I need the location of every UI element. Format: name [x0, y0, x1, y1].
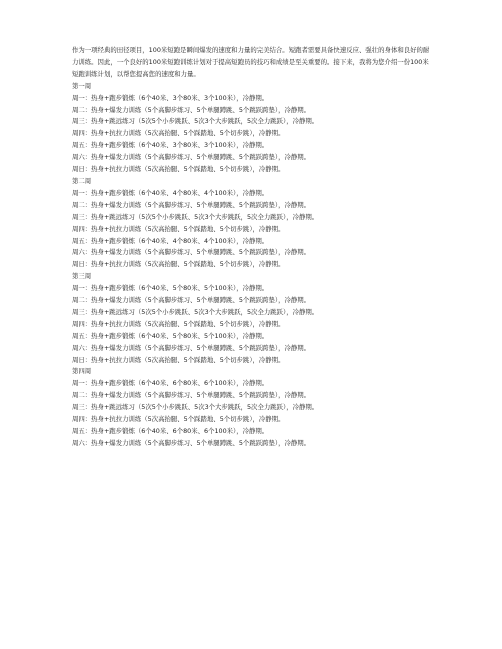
day-line: 周六：热身+爆发力训练（5个高脚步练习、5个单腿蹲跳、5个跳跃跨垫），冷静期。	[72, 343, 311, 352]
day-line: 周五：热身+跑步锻炼（6个40米、4个80米、4个100米），冷静期。	[72, 236, 269, 245]
day-line: 周四：热身+抗拉力训练（5次高抬腿、5个踩踏地、5个切步跳），冷静期。	[72, 129, 285, 138]
day-line: 周二：热身+爆发力训练（5个高脚步练习、5个单腿蹲跳、5个跳跃跨垫），冷静期。	[72, 296, 311, 305]
week-section-1	[72, 81, 432, 176]
week-title: 第三周	[72, 272, 92, 281]
day-line: 周六：热身+爆发力训练（5个高脚步练习、5个单腿蹲跳、5个跳跃跨垫），冷静期。	[72, 438, 311, 447]
day-line: 周六：热身+爆发力训练（5个高脚步练习、5个单腿蹲跳、5个跳跃跨垫），冷静期。	[72, 153, 311, 162]
day-line: 周日：热身+抗拉力训练（5次高抬腿、5个踩踏地、5个切步跳），冷静期。	[72, 355, 285, 364]
day-line: 周四：热身+抗拉力训练（5次高抬腿、5个踩踏地、5个切步跳），冷静期。	[72, 319, 285, 328]
day-line: 周三：热身+跳远练习（5次5个小步跳跃、5次3个大步跳跃，5次全力跳跃），冷静期。	[72, 307, 319, 316]
day-line: 周四：热身+抗拉力训练（5次高抬腿、5个踩踏地、5个切步跳），冷静期。	[72, 415, 285, 424]
day-line: 周一：热身+跑步锻炼（6个40米、6个80米、6个100米），冷静期。	[72, 379, 269, 388]
day-line: 周五：热身+跑步锻炼（6个40米、5个80米、5个100米），冷静期。	[72, 331, 269, 340]
day-line: 周三：热身+跳远练习（5次5个小步跳跃、5次3个大步跳跃，5次全力跳跃），冷静期。	[72, 212, 319, 221]
day-line: 周一：热身+跑步锻炼（6个40米、5个80米、5个100米），冷静期。	[72, 284, 269, 293]
day-line: 周二：热身+爆发力训练（5个高脚步练习、5个单腿蹲跳、5个跳跃跨垫），冷静期。	[72, 391, 311, 400]
day-line: 周日：热身+抗拉力训练（5次高抬腿、5个踩踏地、5个切步跳），冷静期。	[72, 165, 285, 174]
day-line: 周三：热身+跳远练习（5次5个小步跳跃、5次3个大步跳跃，5次全力跳跃），冷静期。	[72, 117, 319, 126]
week-title: 第一周	[72, 81, 92, 90]
day-line: 周一：热身+跑步锻炼（6个40米、4个80米、4个100米），冷静期。	[72, 188, 269, 197]
week-title: 第四周	[72, 367, 92, 376]
day-line: 周三：热身+跳远练习（5次5个小步跳跃、5次3个大步跳跃，5次全力跳跃），冷静期。	[72, 403, 319, 412]
week-title: 第二周	[72, 176, 92, 185]
intro-paragraph: 作为一项经典的田径项目，100米短跑是瞬间爆发的速度和力量的完美结合。短跑者需要具备快速反应、强壮的身体和良好的耐力训练。因此，一个良好的100米短跑训练计划对于提高短跑员的技巧和成绩是至关重要的。接下来，我将为您介绍一份100米短跑训练计划，以帮您提高您的速度和力量。	[72, 46, 430, 78]
day-line: 周四：热身+抗拉力训练（5次高抬腿、5个踩踏地、5个切步跳），冷静期。	[72, 224, 285, 233]
day-line: 周二：热身+爆发力训练（5个高脚步练习、5个单腿蹲跳、5个跳跃跨垫），冷静期。	[72, 105, 311, 114]
day-line: 周二：热身+爆发力训练（5个高脚步练习、5个单腿蹲跳、5个跳跃跨垫），冷静期。	[72, 200, 311, 209]
day-line: 周一：热身+跑步锻炼（6个40米、3个80米、3个100米），冷静期。	[72, 93, 269, 102]
week-section-3	[72, 271, 432, 366]
day-line: 周六：热身+爆发力训练（5个高脚步练习、5个单腿蹲跳、5个跳跃跨垫），冷静期。	[72, 248, 311, 257]
day-line: 周五：热身+跑步锻炼（6个40米、3个80米、3个100米），冷静期。	[72, 141, 269, 150]
week-section-2	[72, 176, 432, 271]
day-line: 周日：热身+抗拉力训练（5次高抬腿、5个踩踏地、5个切步跳），冷静期。	[72, 260, 285, 269]
day-line: 周五：热身+跑步锻炼（6个40米、6个80米、6个100米），冷静期。	[72, 427, 269, 435]
week-section-4	[72, 366, 432, 449]
